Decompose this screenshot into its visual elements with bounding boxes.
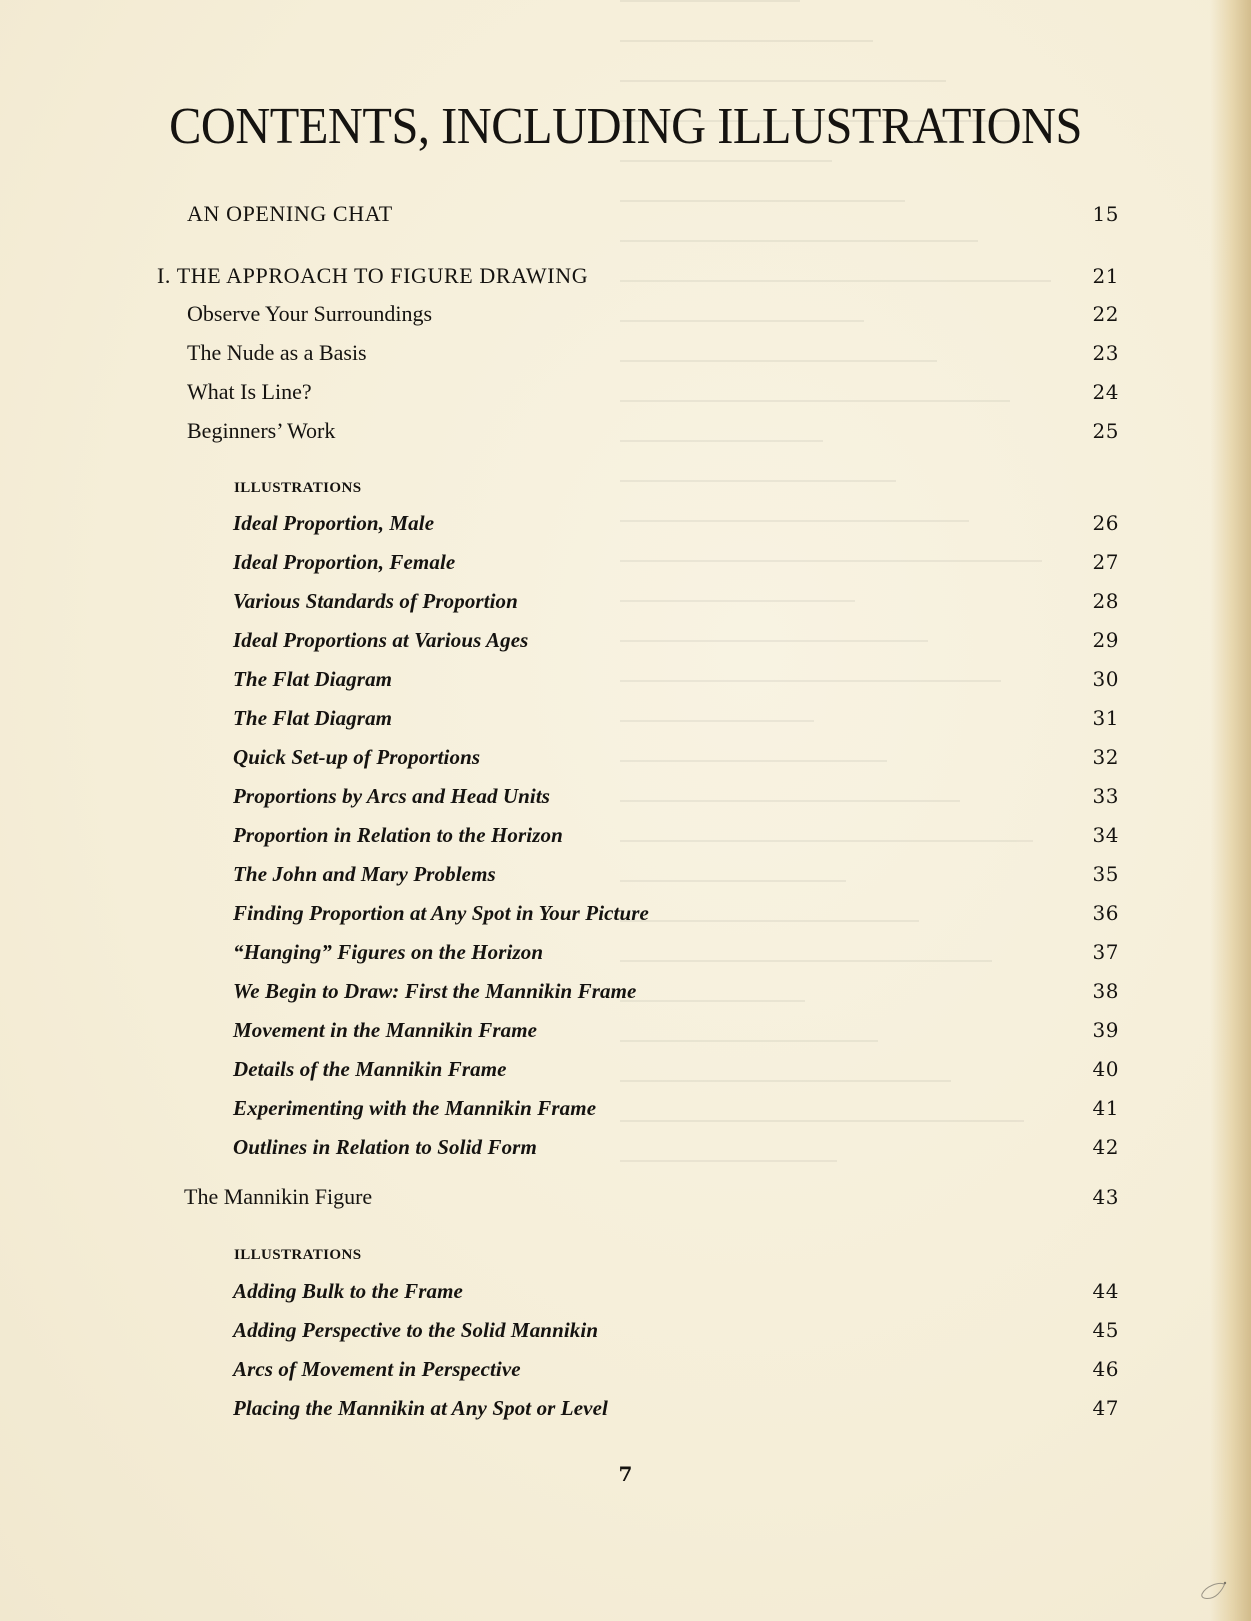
toc-entry-page: 15: [1092, 202, 1119, 226]
toc-entry-title: Details of the Mannikin Frame: [233, 1057, 507, 1081]
toc-entry-title: Quick Set-up of Proportions: [233, 745, 481, 769]
toc-entry-page: 23: [1092, 341, 1119, 365]
toc-illustration: [0, 856, 1251, 892]
toc-entry-title: Beginners’ Work: [187, 418, 336, 443]
toc-section: [0, 1179, 1251, 1215]
toc-entry-title: The Flat Diagram: [233, 667, 393, 691]
toc-illustration: [0, 739, 1251, 775]
toc-illustration: [0, 1273, 1251, 1309]
toc-entry-page: 38: [1092, 979, 1119, 1003]
toc-section: [0, 335, 1251, 371]
toc-entry-title: Ideal Proportion, Male: [233, 511, 435, 535]
toc-entry-page: 40: [1092, 1057, 1119, 1081]
show-through-line: [620, 160, 832, 162]
toc-illustration: [0, 1390, 1251, 1426]
toc-entry-page: 36: [1092, 901, 1119, 925]
toc-entry-title: Various Standards of Proportion: [233, 589, 518, 613]
show-through-line: [620, 40, 873, 42]
toc-illustration: [0, 700, 1251, 736]
toc-entry-page: 41: [1092, 1096, 1119, 1120]
toc-entry-page: 44: [1092, 1279, 1119, 1303]
toc-entry-page: 46: [1092, 1357, 1119, 1381]
toc-entry-title: The John and Mary Problems: [233, 862, 496, 886]
toc-entry-page: 26: [1092, 511, 1119, 535]
page-number: 7: [618, 1462, 633, 1486]
toc-entry-title: Experimenting with the Mannikin Frame: [233, 1096, 597, 1120]
toc-entry-title: Proportions by Arcs and Head Units: [233, 784, 551, 808]
toc-illustration: [0, 817, 1251, 853]
toc-entry-title: AN OPENING CHAT: [187, 201, 393, 226]
toc-entry-page: 27: [1092, 550, 1119, 574]
toc-illustration: [0, 1090, 1251, 1126]
toc-entry-page: 43: [1092, 1185, 1119, 1209]
toc-illustration: [0, 973, 1251, 1009]
toc-entry-page: 39: [1092, 1018, 1119, 1042]
toc-illustration: [0, 1351, 1251, 1387]
toc-illustration: [0, 778, 1251, 814]
toc-entry-title: What Is Line?: [187, 379, 312, 404]
toc-illustration: [0, 544, 1251, 580]
toc-illustration: [0, 622, 1251, 658]
show-through-line: [620, 240, 978, 242]
toc-illustration: [0, 661, 1251, 697]
toc-entry-title: Arcs of Movement in Perspective: [233, 1357, 521, 1381]
toc-entry-page: 24: [1092, 380, 1119, 404]
toc-entry-title: We Begin to Draw: First the Mannikin Frame: [233, 979, 637, 1003]
toc-entry-page: 37: [1092, 940, 1119, 964]
toc-entry-title: Finding Proportion at Any Spot in Your Picture: [233, 901, 649, 925]
toc-entry-title: I. THE APPROACH TO FIGURE DRAWING: [157, 263, 589, 288]
illustrations-heading: [0, 1237, 1251, 1273]
toc-entry-page: 45: [1092, 1318, 1119, 1342]
toc-section: [0, 374, 1251, 410]
toc-entry-title: “Hanging” Figures on the Horizon: [233, 940, 544, 964]
toc-illustration: [0, 583, 1251, 619]
toc-illustration: [0, 1012, 1251, 1048]
toc-illustration: [0, 1051, 1251, 1087]
toc-entry-page: 29: [1092, 628, 1119, 652]
toc-entry-page: 33: [1092, 784, 1119, 808]
toc-entry-title: Adding Perspective to the Solid Mannikin: [233, 1318, 599, 1342]
toc-chapter: [0, 258, 1251, 294]
toc-entry-page: 31: [1092, 706, 1119, 730]
show-through-line: [620, 80, 946, 82]
toc-entry-page: 25: [1092, 419, 1119, 443]
toc-section: [0, 296, 1251, 332]
toc-entry: [0, 196, 1251, 232]
toc-illustration: [0, 895, 1251, 931]
toc-entry-title: ILLUSTRATIONS: [234, 480, 362, 496]
toc-entry-page: 21: [1092, 264, 1119, 288]
toc-entry-title: Outlines in Relation to Solid Form: [233, 1135, 537, 1159]
toc-entry-page: 34: [1092, 823, 1119, 847]
toc-entry-title: Adding Bulk to the Frame: [233, 1279, 463, 1303]
toc-section: [0, 413, 1251, 449]
pencil-mark-icon: [1198, 1580, 1228, 1602]
toc-entry-title: Ideal Proportions at Various Ages: [233, 628, 529, 652]
toc-entry-title: Observe Your Surroundings: [187, 301, 433, 326]
toc-illustration: [0, 505, 1251, 541]
toc-entry-title: The Flat Diagram: [233, 706, 393, 730]
toc-entry-page: 47: [1092, 1396, 1119, 1420]
toc-entry-page: 35: [1092, 862, 1119, 886]
toc-entry-page: 30: [1092, 667, 1119, 691]
toc-illustration: [0, 1312, 1251, 1348]
toc-entry-title: Movement in the Mannikin Frame: [233, 1018, 538, 1042]
toc-entry-title: The Nude as a Basis: [187, 340, 367, 365]
toc-entry-title: Placing the Mannikin at Any Spot or Level: [233, 1396, 608, 1420]
toc-entry-title: ILLUSTRATIONS: [234, 1247, 362, 1263]
page-title: CONTENTS, INCLUDING ILLUSTRATIONS: [169, 97, 1082, 155]
toc-entry-title: The Mannikin Figure: [184, 1184, 373, 1209]
toc-entry-page: 28: [1092, 589, 1119, 613]
toc-entry-page: 22: [1092, 302, 1119, 326]
toc-entry-page: 42: [1092, 1135, 1119, 1159]
toc-illustration: [0, 1129, 1251, 1165]
show-through-line: [620, 0, 800, 2]
toc-illustration: [0, 934, 1251, 970]
toc-entry-page: 32: [1092, 745, 1119, 769]
illustrations-heading: [0, 470, 1251, 506]
toc-entry-title: Ideal Proportion, Female: [233, 550, 456, 574]
toc-entry-title: Proportion in Relation to the Horizon: [233, 823, 563, 847]
